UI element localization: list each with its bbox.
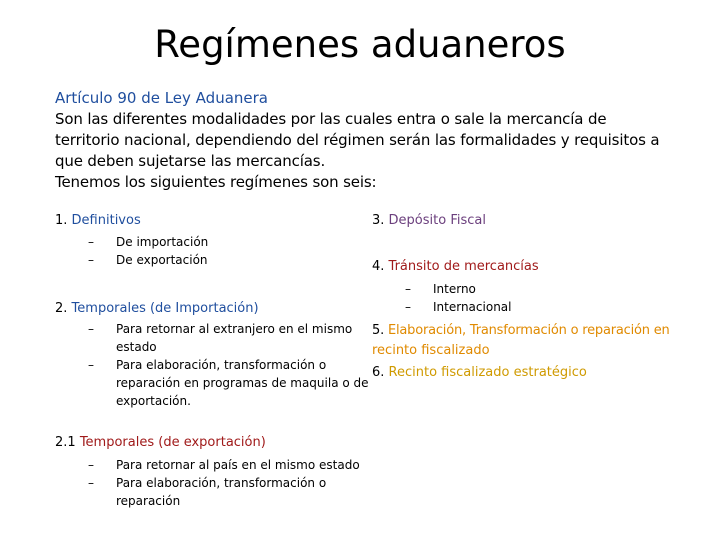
dash-bullet: – (88, 235, 94, 249)
regimen-recinto-heading (372, 364, 587, 382)
dash-bullet: – (88, 458, 94, 472)
list-item-label: De importación (116, 235, 209, 249)
regimen-number: 6. (372, 365, 385, 380)
regimen-elaboracion-heading (372, 322, 670, 340)
list-item (88, 456, 360, 474)
list-item-line: reparación en programas de maquila o de (116, 376, 369, 390)
list-item-line: estado (116, 340, 157, 354)
intro-line: Tenemos los siguientes regímenes son seis: (55, 173, 377, 191)
definitivos-list (88, 233, 348, 269)
list-item (88, 356, 369, 410)
list-item-line: reparación (116, 494, 181, 508)
dash-bullet: – (88, 253, 94, 267)
list-item (405, 280, 605, 298)
regimen-temporales-importacion-heading (55, 300, 259, 318)
list-item-line: Para elaboración, transformación o (116, 358, 327, 372)
list-item (88, 320, 360, 356)
regimen-number: 2.1 (55, 435, 76, 450)
list-item-label: Interno (433, 282, 476, 296)
regimen-elaboracion-heading-line2: recinto fiscalizado (372, 343, 490, 358)
regimen-number: 5. (372, 323, 385, 338)
regimen-label: Elaboración, Transformación o reparación en (387, 323, 670, 338)
intro-subhead: Artículo 90 de Ley Aduanera (55, 89, 268, 107)
regimen-transito-heading (372, 258, 539, 276)
intro-line: que deben sujetarse las mercancías. (55, 152, 326, 170)
regimen-label: Tránsito de mercancías (388, 259, 539, 274)
list-item-line: exportación. (116, 394, 191, 408)
regimen-label: Temporales (de Importación) (71, 301, 259, 316)
intro-line: territorio nacional, dependiendo del régimen serán las formalidades y requisitos a (55, 131, 660, 149)
dash-bullet: – (405, 282, 411, 296)
list-item-label: Internacional (433, 300, 512, 314)
regimen-number: 3. (372, 213, 385, 228)
dash-bullet: – (88, 358, 94, 372)
dash-bullet: – (88, 476, 94, 490)
regimen-definitivos-heading (55, 212, 141, 230)
list-item (88, 474, 360, 510)
regimen-label: Definitivos (71, 213, 141, 228)
regimen-number: 2. (55, 301, 68, 316)
list-item-line: Para retornar al extranjero en el mismo (116, 322, 353, 336)
list-item-line: Para elaboración, transformación o (116, 476, 327, 490)
list-item-line: Para retornar al país en el mismo estado (116, 458, 360, 472)
list-item (405, 298, 605, 316)
temporales-exportacion-list (88, 456, 360, 510)
intro-block (55, 88, 695, 193)
regimen-deposito-heading (372, 212, 486, 230)
regimen-temporales-exportacion-heading (55, 434, 266, 452)
regimen-label: Depósito Fiscal (388, 213, 486, 228)
intro-line: Son las diferentes modalidades por las cuales entra o sale la mercancía de (55, 110, 607, 128)
transito-list (405, 280, 605, 316)
list-item-label: De exportación (116, 253, 208, 267)
slide-title: Regímenes aduaneros (154, 23, 566, 66)
list-item (88, 233, 348, 251)
temporales-importacion-list (88, 320, 369, 410)
dash-bullet: – (405, 300, 411, 314)
regimen-label: Temporales (de exportación) (79, 435, 266, 450)
dash-bullet: – (88, 322, 94, 336)
regimen-number: 1. (55, 213, 68, 228)
regimen-label: Recinto fiscalizado estratégico (388, 365, 587, 380)
regimen-number: 4. (372, 259, 385, 274)
list-item (88, 251, 348, 269)
